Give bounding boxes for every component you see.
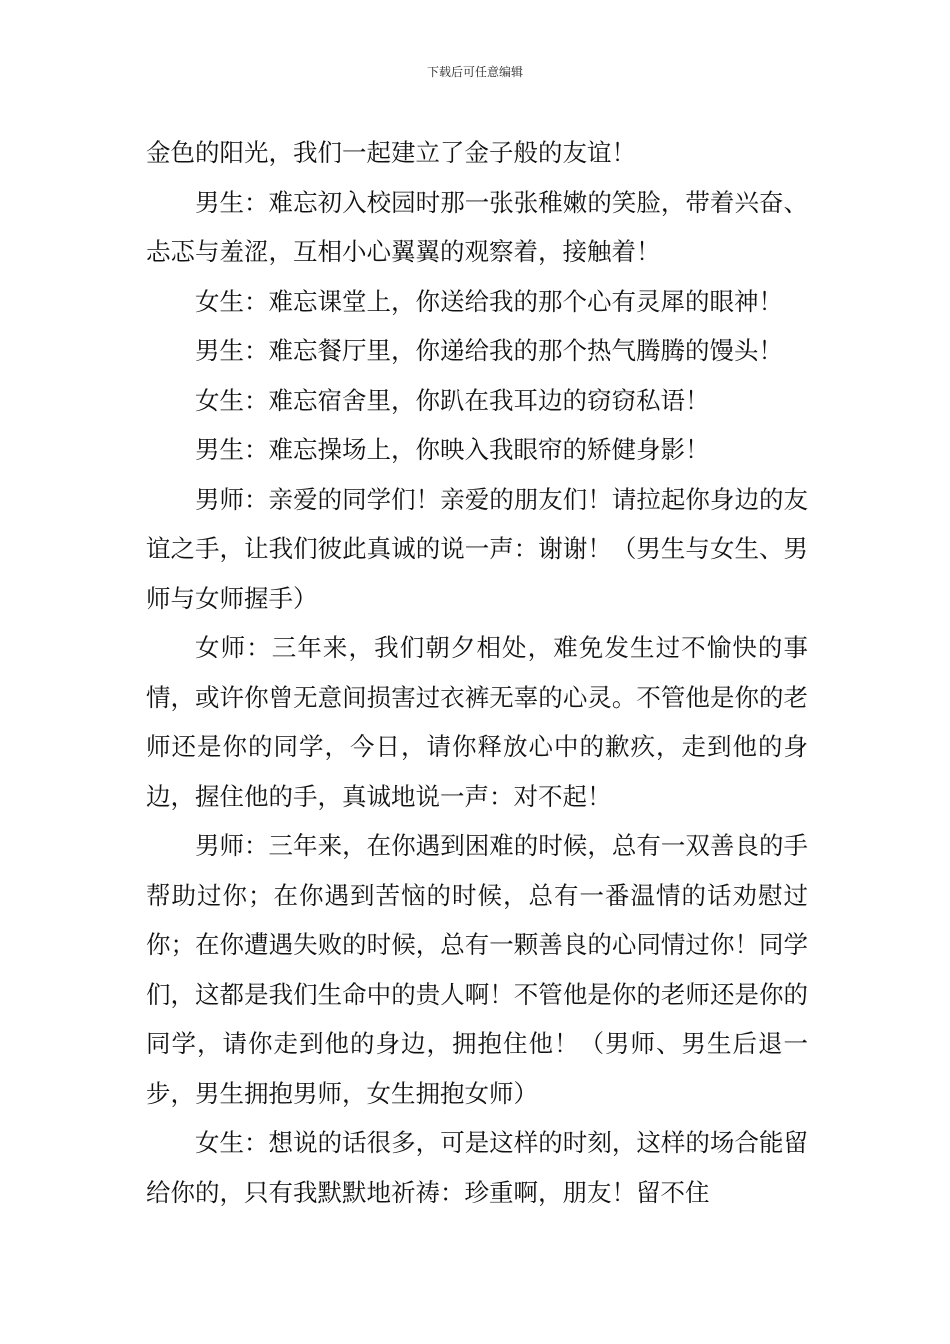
- document-body: [146, 128, 808, 1217]
- paragraph: 男师：亲爱的同学们！亲爱的朋友们！请拉起你身边的友谊之手，让我们彼此真诚的说一声：谢谢！（男生与女生、男师与女师握手）: [146, 484, 808, 613]
- paragraph: 男师：三年来，在你遇到困难的时候，总有一双善良的手帮助过你；在你遇到苦恼的时候，总有一番温情的话劝慰过你；在你遭遇失败的时候，总有一颗善良的心同情过你！同学们，这都是我们生命中的贵人啊！不管他是你的老师还是你的同学，请你走到他的身边，拥抱住他！（男师、男生后退一步，男生拥抱男师，女生拥抱女师）: [146, 831, 808, 1108]
- paragraph: 女生：想说的话很多，可是这样的时刻，这样的场合能留给你的，只有我默默地祈祷：珍重啊，朋友！留不住: [146, 1128, 808, 1207]
- paragraph: 女生：难忘宿舍里，你趴在我耳边的窃窃私语！: [195, 385, 710, 415]
- paragraph: 男生：难忘餐厅里，你递给我的那个热气腾腾的馒头！: [195, 336, 783, 365]
- paragraph: 男生：难忘初入校园时那一张张稚嫩的笑脸，带着兴奋、忐忑与羞涩，互相小心翼翼的观察着，接触着！: [146, 187, 808, 266]
- paragraph: 女生：难忘课堂上，你送给我的那个心有灵犀的眼神！: [195, 286, 783, 316]
- paragraph: 男生：难忘操场上，你映入我眼帘的矫健身影！: [195, 435, 710, 464]
- paragraph: 金色的阳光，我们一起建立了金子般的友谊！: [146, 138, 636, 167]
- page-header: 下载后可任意编辑: [426, 65, 523, 79]
- paragraph: 女师：三年来，我们朝夕相处，难免发生过不愉快的事情，或许你曾无意间损害过衣裤无辜的心灵。不管他是你的老师还是你的同学，今日，请你释放心中的歉疚，走到他的身边，握住他的手，真诚地说一声：对不起！: [146, 633, 808, 811]
